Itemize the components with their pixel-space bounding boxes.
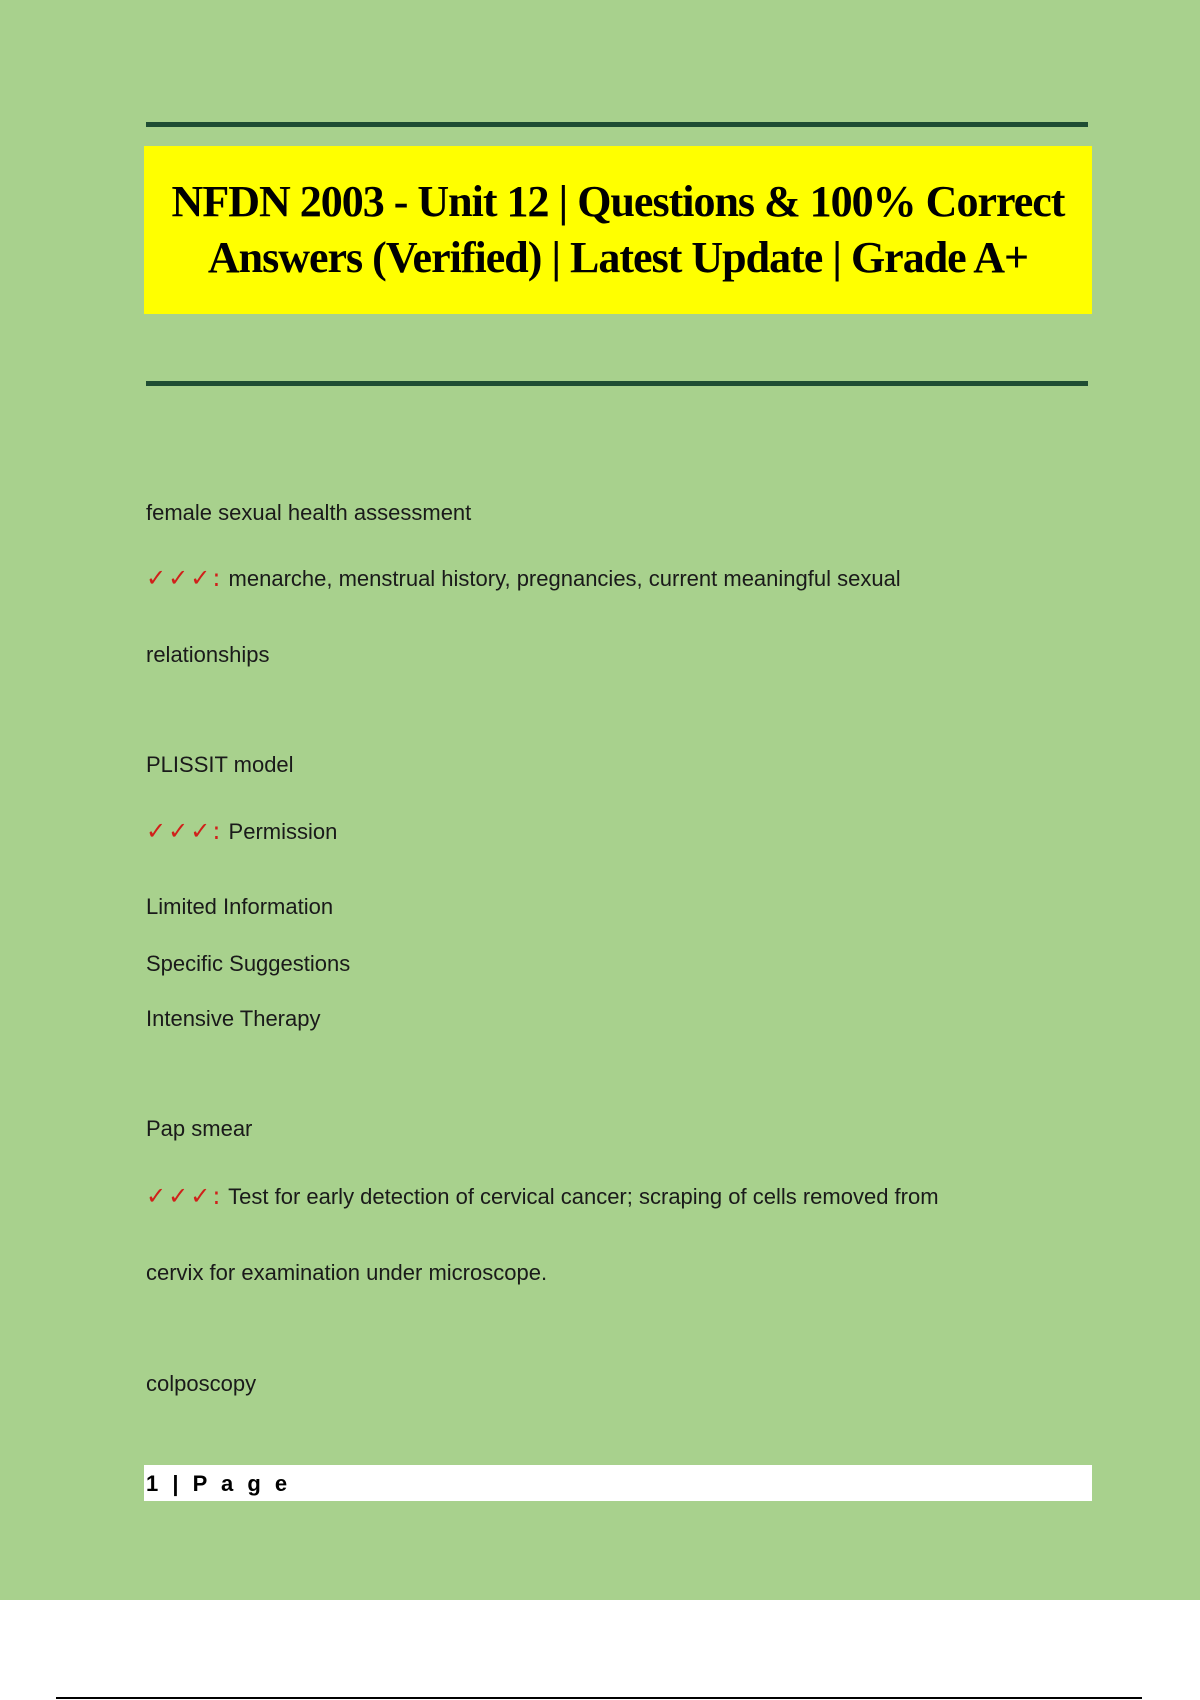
answer-line bbox=[146, 1182, 939, 1210]
check-mark-icon: ✓✓✓: bbox=[146, 564, 223, 592]
answer-text: Test for early detection of cervical cancer; scraping of cells removed from bbox=[228, 1184, 939, 1209]
answer-text: menarche, menstrual history, pregnancies, current meaningful sexual bbox=[228, 566, 901, 591]
answer-text: relationships bbox=[146, 642, 270, 667]
question-text: Pap smear bbox=[146, 1116, 253, 1141]
next-page-divider bbox=[56, 1697, 1142, 1699]
page-title: NFDN 2003 - Unit 12 | Questions & 100% Correct Answers (Verified) | Latest Update | Grade A+ bbox=[171, 177, 1065, 282]
answer-text: Limited Information bbox=[146, 894, 334, 919]
page-number: 1 | P a g e bbox=[146, 1471, 292, 1496]
page-footer bbox=[144, 1465, 1092, 1501]
answer-text: Permission bbox=[228, 819, 338, 844]
answer-text: Intensive Therapy bbox=[146, 1006, 321, 1031]
question-text: PLISSIT model bbox=[146, 752, 294, 777]
answer-text: Specific Suggestions bbox=[146, 951, 351, 976]
bottom-divider bbox=[146, 381, 1088, 386]
title-banner bbox=[144, 146, 1092, 314]
check-mark-icon: ✓✓✓: bbox=[146, 1182, 223, 1210]
answer-line bbox=[146, 817, 337, 845]
answer-line bbox=[146, 564, 901, 592]
top-divider bbox=[146, 122, 1088, 127]
question-text: female sexual health assessment bbox=[146, 500, 472, 525]
answer-text: cervix for examination under microscope. bbox=[146, 1260, 548, 1285]
check-mark-icon: ✓✓✓: bbox=[146, 817, 223, 845]
question-text: colposcopy bbox=[146, 1371, 257, 1396]
